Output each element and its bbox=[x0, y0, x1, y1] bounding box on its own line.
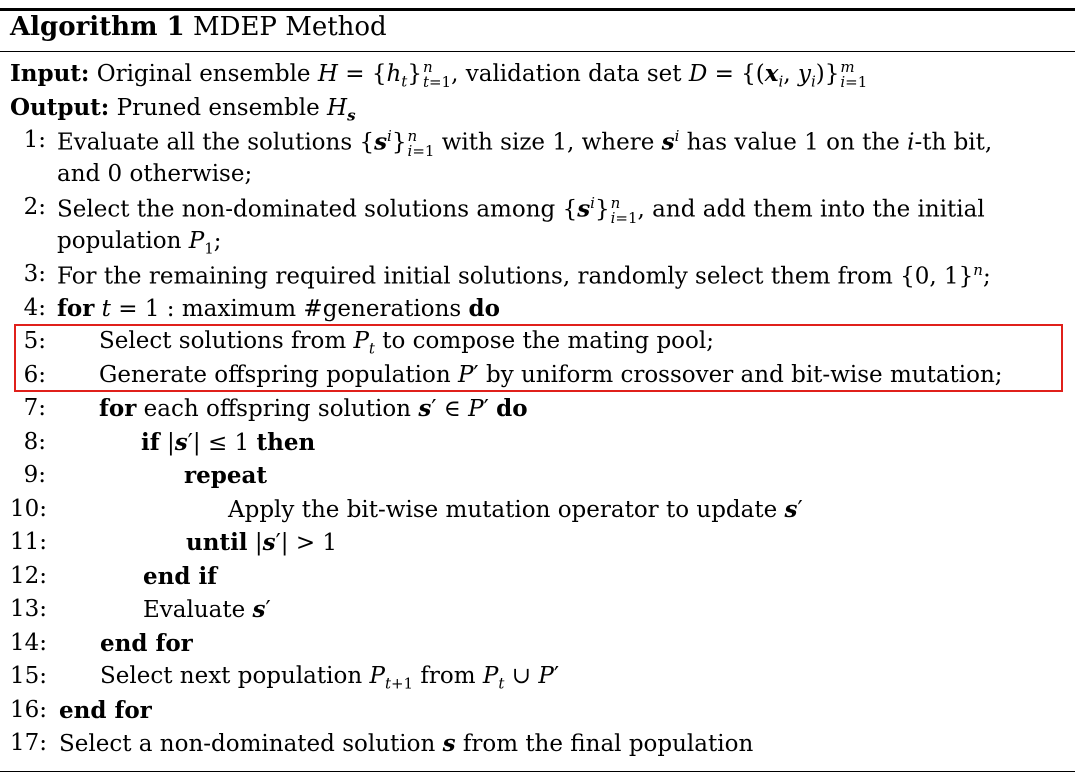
algo-line-12: 12: end if bbox=[10, 563, 218, 590]
algo-line-16: 16: end for bbox=[10, 697, 152, 724]
algo-line-7: 7: for each offspring solution s′ ∈ P′ do bbox=[23, 395, 528, 422]
input-line: Input: Original ensemble $H = \{h_t\}n$ t=1, validation data set $D = \{(x_i$, $y_i)\}m$ i=1 bbox=[10, 58, 868, 91]
algo-line-4: 4: for t = 1 : maximum #generations do bbox=[23, 295, 500, 322]
algo-line-3: 3: For the remaining required initial solutions, randomly select them from {0, 1}$^n$; bbox=[23, 261, 991, 290]
bottom-rule bbox=[0, 771, 1075, 772]
algo-line-10: 10: Apply the bit-wise mutation operator to update s′ bbox=[10, 496, 803, 523]
output-line: Output: Pruned ensemble $H_s$ bbox=[10, 94, 356, 125]
algo-line-2: 2: Select the non-dominated solutions among $\{s^i\}n$ i=1, and add them into the initial bbox=[23, 193, 985, 227]
algo-line-17: 17: Select a non-dominated solution s from the final population bbox=[10, 730, 754, 757]
algo-line-2-cont: population $P_1$; bbox=[57, 228, 222, 258]
algo-line-15: 15: Select next population $P_{t+1}$ from $P_t$ ∪ P′ bbox=[10, 663, 560, 693]
algorithm-title: Algorithm 1 MDEP Method bbox=[10, 12, 387, 42]
title-rule bbox=[0, 51, 1075, 52]
algo-line-11: 11: until |s′| > 1 bbox=[10, 529, 338, 556]
algo-line-14: 14: end for bbox=[10, 630, 193, 657]
top-rule bbox=[0, 8, 1075, 11]
algo-line-1-cont: and 0 otherwise; bbox=[57, 161, 253, 187]
algo-line-6: 6: Generate offspring population P′ by uniform crossover and bit-wise mutation; bbox=[23, 362, 1003, 388]
algo-line-13: 13: Evaluate s′ bbox=[10, 596, 271, 623]
algo-line-1: 1: Evaluate all the solutions $\{s^i\}n$ i=1 with size 1, where $s^i$ has value 1 on the i-th bit, bbox=[23, 126, 993, 160]
algo-line-9: 9: repeat bbox=[23, 462, 267, 489]
algo-line-8: 8: if |s′| ≤ 1 then bbox=[23, 429, 316, 456]
algo-line-5: 5: Select solutions from $P_t$ to compose the mating pool; bbox=[23, 328, 714, 358]
